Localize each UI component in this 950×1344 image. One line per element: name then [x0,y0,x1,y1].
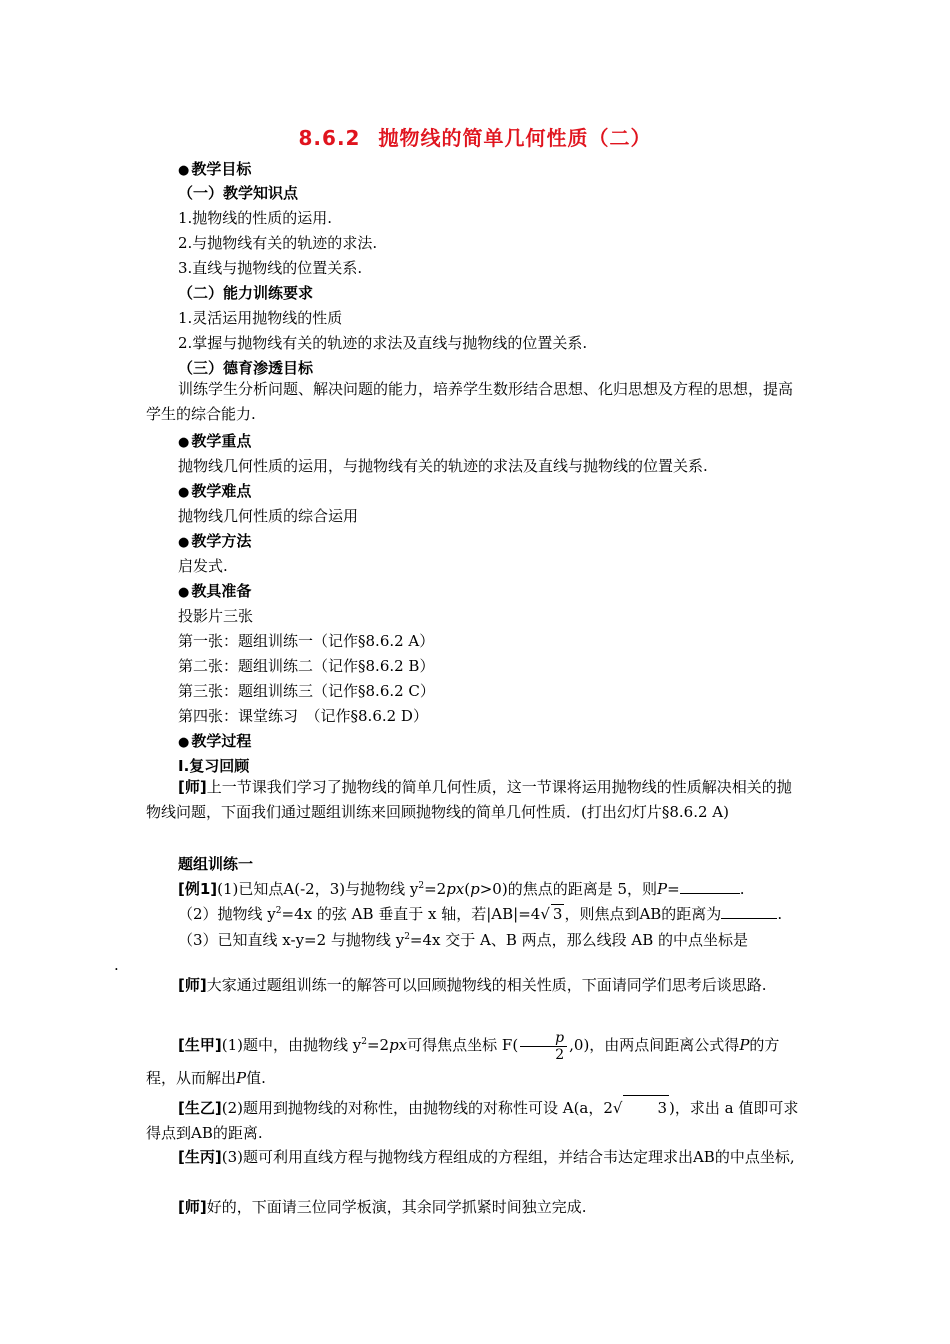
title-text: 抛物线的简单几何性质（二） [378,126,652,150]
method-text: 启发式. [178,557,228,575]
page-title [0,122,950,151]
list-item: 第一张：题组训练一（记作§8.6.2 A） [178,632,435,650]
goal-3-paragraph: 训练学生分析问题、解决问题的能力，培养学生数形结合思想、化归思想及方程的思想，提高学生的综合能力. [146,380,794,423]
teacher-paragraph-1: [师]上一节课我们学习了抛物线的简单几何性质，这一节课将运用抛物线的性质解决相关的抛物线问题，下面我们通过题组训练来回顾抛物线的简单几何性质．(打出幻灯片§8.6.2 A) [146,778,792,821]
list-item: 3.直线与抛物线的位置关系. [178,259,363,277]
teacher-paragraph-2: [师]大家通过题组训练一的解答可以回顾抛物线的相关性质，下面请同学们思考后谈思路. [178,976,767,994]
teacher-paragraph-3: [师]好的，下面请三位同学板演，其余同学抓紧时间独立完成. [178,1198,587,1216]
list-item: 1.灵活运用抛物线的性质 [178,309,343,327]
list-item: 第四张：课堂练习 （记作§8.6.2 D） [178,707,428,725]
student-b-paragraph: [生乙](2)题用到抛物线的对称性，由抛物线的对称性可设 A(a，2√ 3 )，求出 a 值即可求得点到AB的距离. [146,1095,806,1146]
subsection-moral: （三）德育渗透目标 [178,359,314,377]
student-a-paragraph: [生甲](1)题中，由抛物线 $y^2=2px$可得焦点坐标 F( $\frac{p}{2}$ ,0)，由两点间距离公式得P的方程，从而解出P值. [146,1029,780,1087]
group-training-heading: 题组训练一 [178,855,254,873]
section-goal: ● 教学目标 [178,160,252,178]
review-heading: Ⅰ.复习回顾 [178,757,250,775]
section-process: ● 教学过程 [178,732,252,750]
student-c-paragraph: [生丙](3)题可利用直线方程与抛物线方程组成的方程组，并结合韦达定理求出AB的中点坐标, [178,1148,795,1166]
subsection-knowledge: （一）教学知识点 [178,184,299,202]
example-1-part-3: （3）已知直线 x-y=2 与抛物线 $y^2=4x$ 交于 A、B 两点，那么线段 AB 的中点坐标是 . [114,931,749,974]
section-difficulty: ● 教学难点 [178,482,252,500]
p-over-2-fraction: $\frac{p}{2}$ [520,1030,567,1063]
difficulty-text: 抛物线几何性质的综合运用 [178,507,359,525]
title-number: 8.6.2 [298,126,361,150]
section-key-points: ● 教学重点 [178,432,252,450]
list-item: 第二张：题组训练二（记作§8.6.2 B） [178,657,435,675]
tools-intro: 投影片三张 [178,607,254,625]
list-item: 2.与抛物线有关的轨迹的求法. [178,234,378,252]
subsection-ability: （二）能力训练要求 [178,284,314,302]
list-item: 1.抛物线的性质的运用. [178,209,333,227]
section-tools: ● 教具准备 [178,582,252,600]
key-points-text: 抛物线几何性质的运用，与抛物线有关的轨迹的求法及直线与抛物线的位置关系. [178,457,708,475]
list-item: 2.掌握与抛物线有关的轨迹的求法及直线与抛物线的位置关系. [178,334,588,352]
example-1-part-2: （2）抛物线 $y^2=4x$ 的弦 AB 垂直于 x 轴，若|AB|=4√ 3 ，则焦点到AB的距离为 . [178,905,783,923]
section-method: ● 教学方法 [178,532,252,550]
list-item: 第三张：题组训练三（记作§8.6.2 C） [178,682,435,700]
example-1-part-1: [例1](1)已知点A(-2，3)与抛物线 $y^2=2px(p>0)$的焦点的距离是 5，则P= . [178,880,745,898]
